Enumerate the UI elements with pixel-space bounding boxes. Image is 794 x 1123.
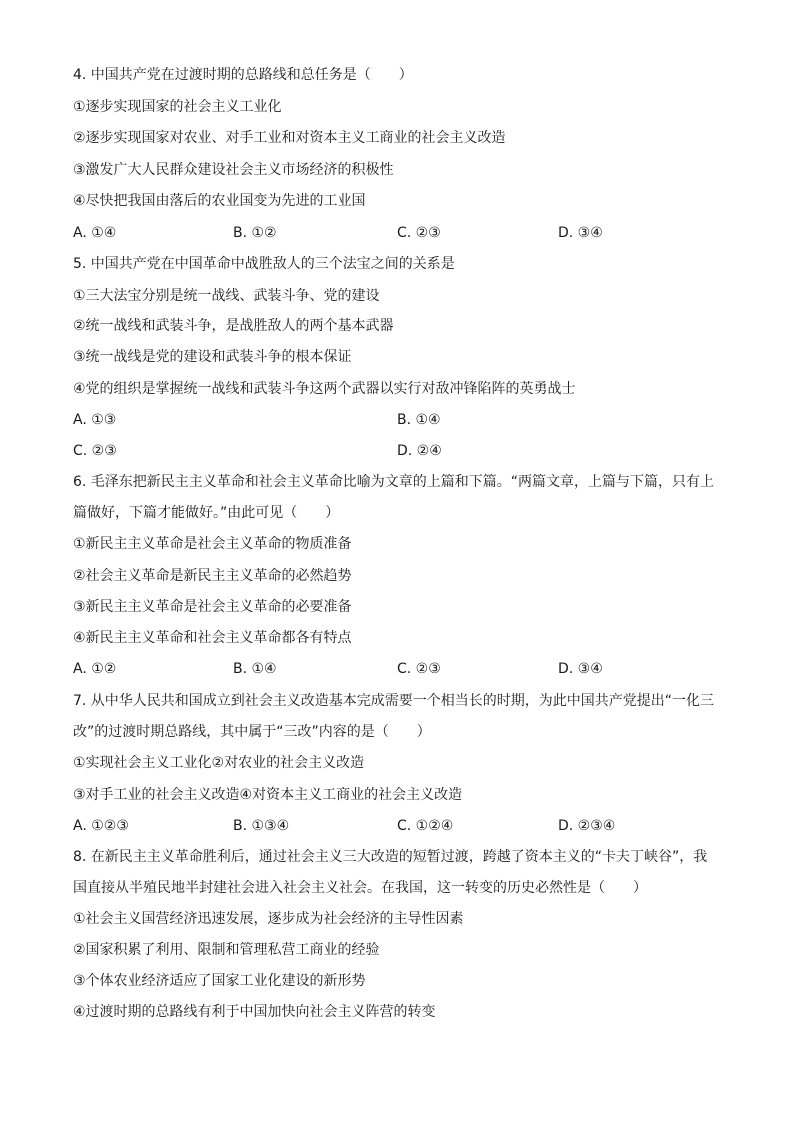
question-5-option-b: B. ①④ [397,412,441,428]
question-4-option-a: A. ①④ [73,225,117,241]
question-8-item-1: ①社会主义国营经济迅速发展，逐步成为社会经济的主导性因素 [73,911,464,927]
question-8-stem-line-2: 国直接从半殖民地半封建社会进入社会主义社会。在我国，这一转变的历史必然性是（ ） [73,880,647,896]
question-6-stem-line-1: 6. 毛泽东把新民主主义革命和社会主义革命比喻为文章的上篇和下篇。“两篇文章，上篇与下篇，只有上 [73,474,715,490]
question-6-item-3: ③新民主主义革命是社会主义革命的必要准备 [73,599,352,615]
question-4-item-2: ②逐步实现国家对农业、对手工业和对资本主义工商业的社会主义改造 [73,130,506,146]
question-5-item-4: ④党的组织是掌握统一战线和武装斗争这两个武器以实行对敌冲锋陷阵的英勇战士 [73,381,576,397]
question-5-option-a: A. ①③ [73,412,117,428]
question-7-option-d: D. ②③④ [558,818,616,834]
question-8-item-2: ②国家积累了利用、限制和管理私营工商业的经验 [73,942,380,958]
question-5-item-2: ②统一战线和武装斗争，是战胜敌人的两个基本武器 [73,318,394,334]
question-6-stem-line-2: 篇做好，下篇才能做好。”由此可见（ ） [73,505,340,521]
question-7-item-2: ③对手工业的社会主义改造④对资本主义工商业的社会主义改造 [73,787,463,803]
question-4-stem: 4. 中国共产党在过渡时期的总路线和总任务是（ ） [73,67,413,83]
question-6-item-4: ④新民主主义革命和社会主义革命都各有特点 [73,630,352,646]
question-6-option-b: B. ①④ [233,661,277,677]
question-5-stem: 5. 中国共产党在中国革命中战胜敌人的三个法宝之间的关系是 [73,256,455,272]
question-6-option-a: A. ①② [73,661,117,677]
question-4-item-1: ①逐步实现国家的社会主义工业化 [73,99,282,115]
question-6-option-d: D. ③④ [558,661,603,677]
question-6-item-2: ②社会主义革命是新民主主义革命的必然趋势 [73,568,352,584]
question-4-option-d: D. ③④ [558,225,603,241]
question-6-option-c: C. ②③ [397,661,441,677]
question-5-option-d: D. ②④ [397,443,442,459]
question-7-item-1: ①实现社会主义工业化②对农业的社会主义改造 [73,755,365,771]
question-8-item-3: ③个体农业经济适应了国家工业化建设的新形势 [73,973,366,989]
question-4-option-b: B. ①② [233,225,277,241]
question-4-item-3: ③激发广大人民群众建设社会主义市场经济的积极性 [73,162,394,178]
question-5-item-3: ③统一战线是党的建设和武装斗争的根本保证 [73,349,352,365]
question-4-item-4: ④尽快把我国由落后的农业国变为先进的工业国 [73,193,366,209]
question-8-stem-line-1: 8. 在新民主主义革命胜利后，通过社会主义三大改造的短暂过渡，跨越了资本主义的“卡夫丁峡谷”，我 [73,849,708,865]
question-7-option-c: C. ①②④ [397,818,454,834]
question-7-option-b: B. ①③④ [233,818,290,834]
question-7-option-a: A. ①②③ [73,818,129,834]
question-7-stem-line-1: 7. 从中华人民共和国成立到社会主义改造基本完成需要一个相当长的时期，为此中国共产党提出“一化三 [73,693,715,709]
question-5-item-1: ①三大法宝分别是统一战线、武装斗争、党的建设 [73,288,380,304]
question-4-option-c: C. ②③ [397,225,441,241]
question-6-item-1: ①新民主主义革命是社会主义革命的物质准备 [73,536,352,552]
question-7-stem-line-2: 改”的过渡时期总路线，其中属于“三改”内容的是（ ） [73,724,431,740]
question-8-item-4: ④过渡时期的总路线有利于中国加快向社会主义阵营的转变 [73,1004,436,1020]
question-5-option-c: C. ②③ [73,443,117,459]
